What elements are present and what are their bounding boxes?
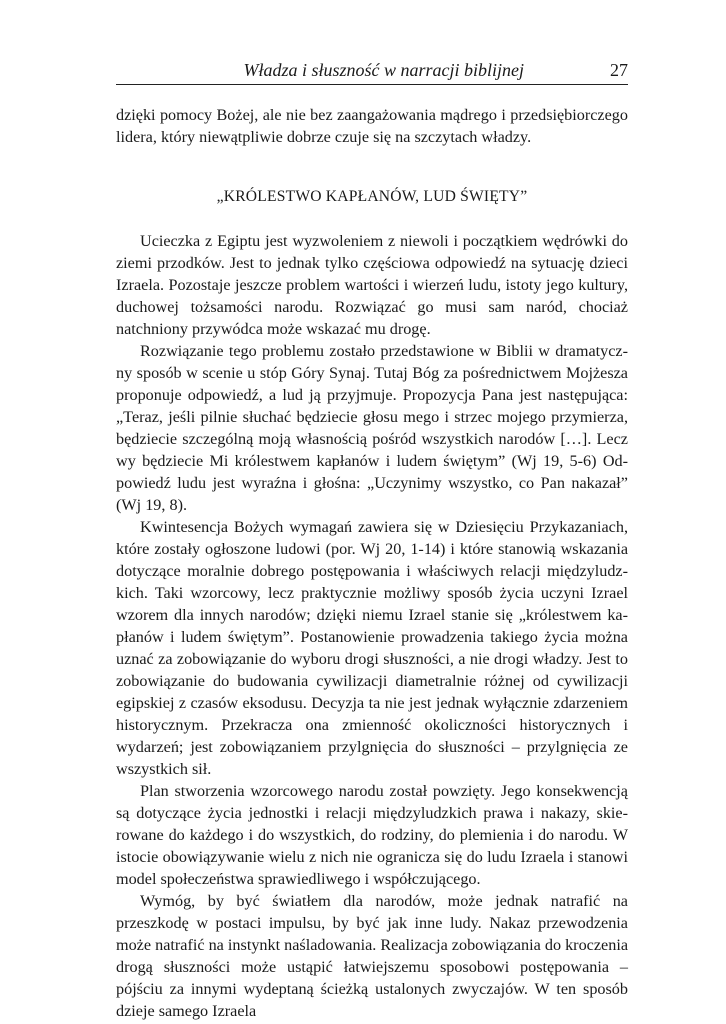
running-header <box>116 58 628 85</box>
paragraph: Rozwiązanie tego problemu zostało przedstawione w Biblii w dramatyczny sposób w scenie u stóp Góry Synaj. Tutaj Bóg za pośrednictwem Mojżesza proponuje odpowiedź, a lud ją przyjmuje. Propozycja Pana jest następująca: „Teraz, jeśli pilnie słuchać będziecie głosu mego i strzec mojego przymierza, będziecie szczególną moją własnością pośród wszystkich narodów […]. Lecz wy będziecie Mi królestwem kapłanów i ludem świętym” (Wj 19, 5-6) Odpowiedź ludu jest wyraźna i głośna: „Uczynimy wszystko, co Pan nakazał” (Wj 19, 8). <box>116 342 628 514</box>
page-number: 27 <box>610 60 628 80</box>
paragraph: Wymóg, by być światłem dla narodów, może jednak natrafić na przeszkodę w postaci impulsu, by być jak inne ludy. Nakaz przewodzenia może natrafić na instynkt naśladowania. Realizacja zobowiązania do kroczenia drogą słuszności może ustąpić łatwiejszemu sposobowi postępowania – pójściu za innymi wydeptaną ścieżką ustalonych zwyczajów. W ten sposób dzieje samego Izraela <box>116 892 628 1020</box>
body-text <box>116 104 628 1022</box>
paragraph: Plan stworzenia wzorcowego narodu został powzięty. Jego konsekwencją są dotyczące życia jednostki i relacji międzyludzkich prawa i nakazy, skierowane do każdego i do wszystkich, do rodziny, do plemienia i do narodu. W istocie obowiązywanie wielu z nich nie ogranicza się do ludu Izraela i stanowi model społeczeństwa sprawiedliwego i współczującego. <box>116 782 628 888</box>
paragraph-continuation: dzięki pomocy Bożej, ale nie bez zaangażowania mądrego i przedsiębiorczego lidera, który niewątpliwie dobrze czuje się na szczytach władzy. <box>116 106 628 146</box>
paragraph: Kwintesencja Bożych wymagań zawiera się w Dziesięciu Przykazaniach, które zostały ogłoszone ludowi (por. Wj 20, 1-14) i które stanowią wskazania dotyczące moralnie dobrego postępowania i właściwych relacji międzyludzkich. Taki wzorcowy, lecz praktycznie możliwy sposób życia uczyni Izrael wzorem dla innych narodów; dzięki niemu Izrael stanie się „królestwem kapłanów i ludem świętym”. Postanowienie prowadzenia takiego życia można uznać za zobowiązanie do wyboru drogi słuszności, a nie drogi władzy. Jest to zobowiązanie do budowania cywilizacji diametralnie różnej od cywilizacji egipskiej z czasów eksodusu. Decyzja ta nie jest jednak wyłącznie zdarzeniem historycznym. Przekracza ona zmienność okoliczności historycznych i wydarzeń; jest zobowiązaniem przylgnięcia do słuszności – przylgnięcia ze wszystkich sił. <box>116 518 628 778</box>
section-heading: „KRÓLESTWO KAPŁANÓW, LUD ŚWIĘTY” <box>216 188 528 205</box>
paragraph: Ucieczka z Egiptu jest wyzwoleniem z niewoli i początkiem wędrówki do ziemi przodków. Jest to jednak tylko częściowa odpowiedź na sytuację dzieci Izraela. Pozostaje jeszcze problem wartości i wierzeń ludu, istoty jego kultury, duchowej tożsamości narodu. Rozwiązać go musi sam naród, chociaż natchniony przywódca może wskazać mu drogę. <box>116 232 628 338</box>
running-title: Władza i słuszność w narracji biblijnej <box>243 60 524 80</box>
